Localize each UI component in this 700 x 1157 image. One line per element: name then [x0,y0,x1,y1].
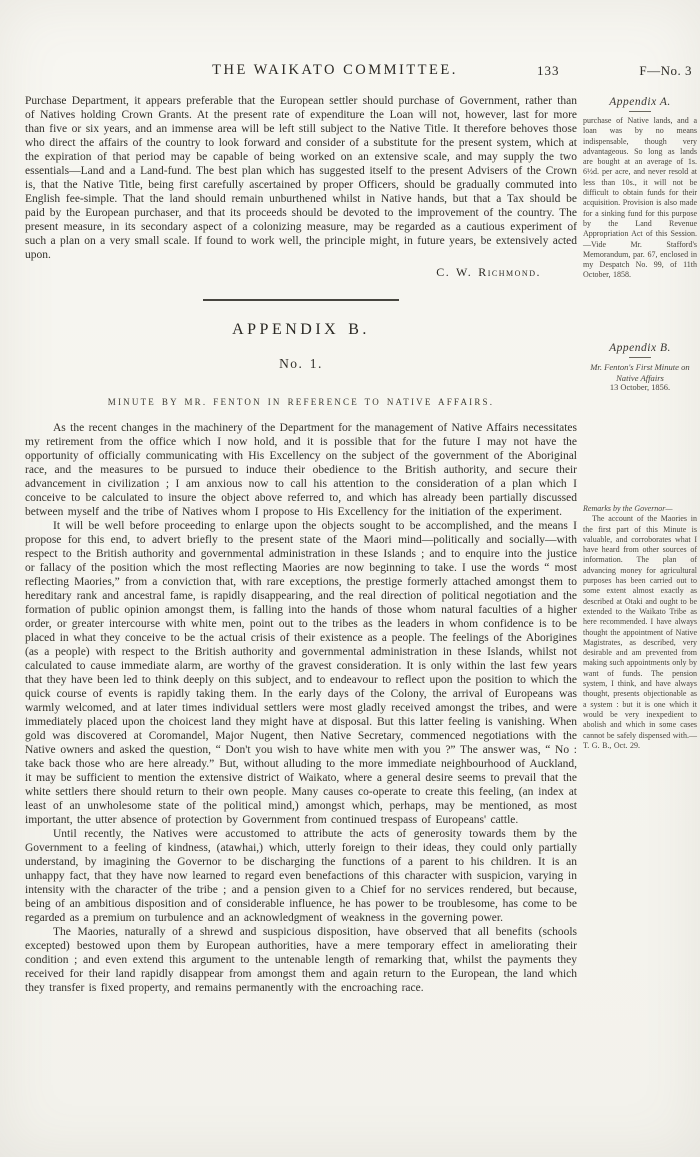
minute-paragraph-1: As the recent changes in the machinery of the Department for the management of Native Affairs necessitates my retirement from the office which I now hold, and it is possible that for the future I may not have the opportunity of officially communicating with His Excellency on the subject of the government of the Aboriginal race, and the measures to be pursued to induce their obedience to the British authority, and secure their advancement in civilization ; I am anxious now to call his attention to the consideration of a plan which I conceive to be calculated to insure the object above referred to, and which has already been partially discussed between myself and the tribe of Natives whom I propose to His Excellency for the initiation of the experiment. [25,422,577,518]
governor-remarks-lead: Remarks by the Governor— [583,504,673,513]
doc-number: F—No. 3 [639,63,692,78]
appendix-b-heading: APPENDIX B. [232,321,370,338]
minute-paragraph-3: Until recently, the Natives were accustomed to attribute the acts of generosity towards them by the Government to a feeling of kindness, (atawhai,) which, utterly foreign to their ideas, they could only partially understand, by imagining the Governor to be discharging the functions of a parent to his children. It is an unhappy fact, that they have now learned to regard even benefactions of this character with suspicion, varying in intensity with the character of the tribe ; and a pension given to a Chief for no services rendered, but because, being of an ambitious disposition and of considerable influence, he has power to be troublesome, has come to be regarded as a premium on turbulence and an acknowledgment of weakness in the governing power. [25,828,577,924]
running-title: THE WAIKATO COMMITTEE. [212,62,458,78]
margin-heading-rule [629,111,651,112]
margin-note-appendix-b [583,342,697,394]
minute-paragraph-2: It will be well before proceeding to enlarge upon the objects sought to be accomplished, and the means I propose for this end, to advert briefly to the present state of the Maori mind—politically and socially—with respect to the British authority and governmental administration in these Islands ; and to enquire into the justice or fallacy of the position which the most reflecting Maories are now beginning to take. I use the words “ most reflecting Maories,” from a conviction that, with rare exceptions, the prestige formerly attached amongst them to hereditary rank and ancestral fame, is rapidly disappearing, and the real direction of political negotiation and the formation of public opinion amongst them, is falling into the hands of those whom natural faculties of a higher order, or greater intercourse with white men, point out to the tribes as the leaders in whom confidence is to be placed in what they conceive to be the actual crisis of their existence as a people. The feelings of the Aborigines (as a people) with respect to the British authority and governmental administration in these Islands, whilst not calculated to cause immediate alarm, are worthy of the gravest consideration. It is only within the last few years that they have been led to think deeply on this subject, and to endeavour to reflect upon the position to which the quick course of events is rapidly taking them. In the early days of the Colony, the arrival of Europeans was warmly welcomed, and at later times individual settlers were most gladly received amongst the tribes, and were immediately placed upon the choicest land they might have at disposal. But this latter feeling is vanishing. When gold was discovered at Coromandel, Major Nugent, then Native Secretary, commenced negotiations with the Native owners and asked the question, “ Don't you wish to have white men with you ?” The answer was, “ No : take back those who are here already.” But, without alluding to the more immediate neighbourhood of Auckland, it may be sufficient to mention the extensive district of Waikato, where a general desire seems to prevail that the white settlers there should return to their own people. Many causes co-operate to create this feeling, (an index at least of an unwholesome state of the political mind,) amongst which, perhaps, may be mentioned, as most important, the utter absence of protection by Government from continued trespass of Europeans' cattle. [25,520,577,826]
minute-paragraph-4: The Maories, naturally of a shrewd and suspicious disposition, have observed that all benefits (schools excepted) bestowed upon them by European authorities, have a mere temporary effect in ameliorating their condition ; and even extend this argument to the untenable length of remarking that, whilst the payments they received for their land rapidly disappear from amongst them and again return to the European, the land which they transfer is fixed property, and remains permanently with the encroaching race. [25,926,577,994]
appendix-a-margin-heading: Appendix A. [609,96,671,108]
appendix-b-margin-heading: Appendix B. [609,342,671,354]
section-divider-rule [203,299,399,301]
page-number: 133 [537,63,560,78]
margin-note-appendix-a [583,96,697,281]
main-text-column [25,94,577,995]
margin-note-governor-remarks [583,504,697,751]
appendix-a-margin-text: purchase of Native lands, and a loan was by no means indispensable, though very advantageous. So long as lands are bought at an average of 1s. 6½d. per acre, and never resold at less than 10s., it will not be difficult to obtain funds for their acquisition. Provision is also made for a sinking fund for this purpose by the Land Revenue Appropriation Act of this Session.—Vide Mr. Stafford's Memorandum, par. 67, enclosed in my Despatch No. 99, of 11th October, 1858. [583,116,697,280]
margin-heading-rule [629,357,651,358]
appendix-b-margin-date: 13 October, 1856. [609,383,671,392]
minute-title-heading: MINUTE BY MR. FENTON IN REFERENCE TO NATIVE AFFAIRS. [107,397,495,407]
appendix-b-margin-title: Mr. Fenton's First Minute on Native Affairs [590,362,690,383]
governor-remarks-text: The account of the Maories in the first part of this Minute is valuable, and corroborates what I have heard from other sources of information. The plan of advancing money for agricultural purposes has been carried out to some extent almost exactly as described at Otaki and ought to be extended to the Waikato Tribe as here recommended. I have always thought the appointment of Native Magistrates, as described, very desirable and am prevented from making such appointments only by want of funds. The pension system, I think, and have always thought, presents objectionable as a system : but it is one which it would be very inexpedient to abolish and which in some cases cannot be safely dispensed with.—T. G. B., Oct. 29. [583,514,697,750]
memo-continuation-paragraph: Purchase Department, it appears preferable that the European settler should purchase of Government, rather than of Natives holding Crown Grants. At the present rate of expenditure the Loan will not, however, last for more than five or six years, and an immense area will be left still subject to the Native Title. It therefore behoves those who direct the affairs of the country to look forward and consider of a substitute for the present system, which at the expiration of that period may be capable of being worked on an extensive scale, and may supply the two essentials—Land and a Land-fund. The best plan which has suggested itself to the present Advisers of the Crown is, that the Native Title, being first carefully ascertained by proper Officers, should be gradually commuted into English fee-simple. That the land should remain unburthened whilst in Native hands, but that a Tax should be paid by the European purchaser, and that its proceeds should be devoted to the improvement of the country. The present measure, in its secondary aspect of a colonizing measure, may be regarded as a cautious experiment of such a plan on a very small scale. If found to work well, the principle might, in future years, be extensively acted upon. [25,95,577,261]
appendix-b-number-heading: No. 1. [279,356,323,371]
memo-signature: C. W. Richmond. [436,265,541,279]
margin-notes-column [583,0,697,1157]
